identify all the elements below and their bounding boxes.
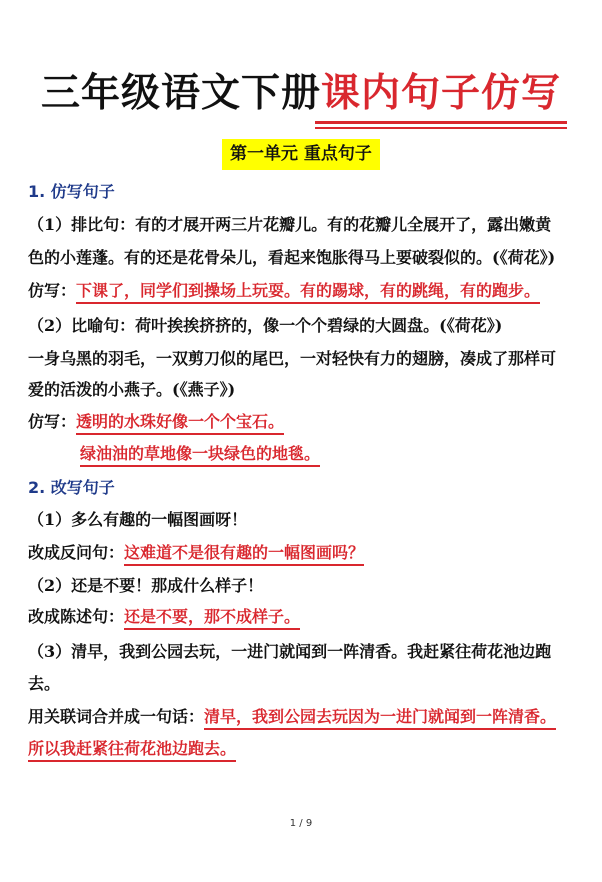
item2-line2: 一身乌黑的羽毛，一双剪刀似的尾巴，一对轻快有力的翅膀，凑成了那样可	[28, 349, 557, 368]
rewrite-answer-2: 所以我赶紧往荷花池边跑去。	[28, 739, 236, 762]
item3-sentence: （1）多么有趣的一幅图画呀！	[28, 510, 248, 529]
imitate-answer-1: 透明的水珠好像一个个宝石。	[76, 412, 284, 435]
section2-heading: 2. 改写句子	[28, 478, 115, 497]
title-part-red: 课内句子仿写	[321, 71, 562, 116]
item5-rewrite-2	[28, 737, 236, 761]
item4-rewrite	[28, 605, 300, 629]
item1-line2: 色的小莲蓬。有的还是花骨朵儿，看起来饱胀得马上要破裂似的。(《荷花》)	[28, 248, 556, 267]
rewrite-label: 改成陈述句：	[28, 607, 125, 626]
item2-line1: （2）比喻句：荷叶挨挨挤挤的，像一个个碧绿的大圆盘。(《荷花》)	[28, 316, 503, 335]
item1-imitate	[28, 279, 540, 303]
imitate-label: 仿写：	[28, 281, 77, 300]
item2-imitate	[28, 410, 284, 434]
rewrite-answer: 还是不要，那不成样子。	[124, 607, 300, 630]
item5-line2: 去。	[28, 674, 61, 693]
rewrite-label: 用关联词合并成一句话：	[28, 707, 205, 726]
rewrite-label: 改成反问句：	[28, 543, 125, 562]
item4-sentence: （2）还是不要！那成什么样子！	[28, 576, 264, 595]
imitate-answer-2: 绿油油的草地像一块绿色的地毯。	[80, 444, 320, 467]
item5-line1: （3）清早，我到公园去玩，一进门就闻到一阵清香。我赶紧往荷花池边跑	[28, 642, 552, 661]
item5-rewrite	[28, 705, 556, 729]
imitate-answer: 下课了，同学们到操场上玩耍。有的踢球，有的跳绳，有的跑步。	[76, 281, 540, 304]
unit-label: 第一单元 重点句子	[222, 139, 380, 170]
title-part-black: 三年级语文下册	[40, 71, 321, 116]
item2-imitate-2	[80, 442, 320, 466]
rewrite-answer-1: 清早，我到公园去玩因为一进门就闻到一阵清香。	[204, 707, 556, 730]
item1-line1: （1）排比句：有的才展开两三片花瓣儿。有的花瓣儿全展开了，露出嫩黄	[28, 215, 552, 234]
page-number: 1 / 9	[289, 818, 313, 829]
item3-rewrite	[28, 541, 364, 565]
imitate-label: 仿写：	[28, 412, 77, 431]
section1-heading: 1. 仿写句子	[28, 182, 115, 201]
document-title	[0, 62, 602, 118]
item2-line3: 爱的活泼的小燕子。(《燕子》)	[28, 380, 236, 399]
rewrite-answer: 这难道不是很有趣的一幅图画吗？	[124, 543, 364, 566]
